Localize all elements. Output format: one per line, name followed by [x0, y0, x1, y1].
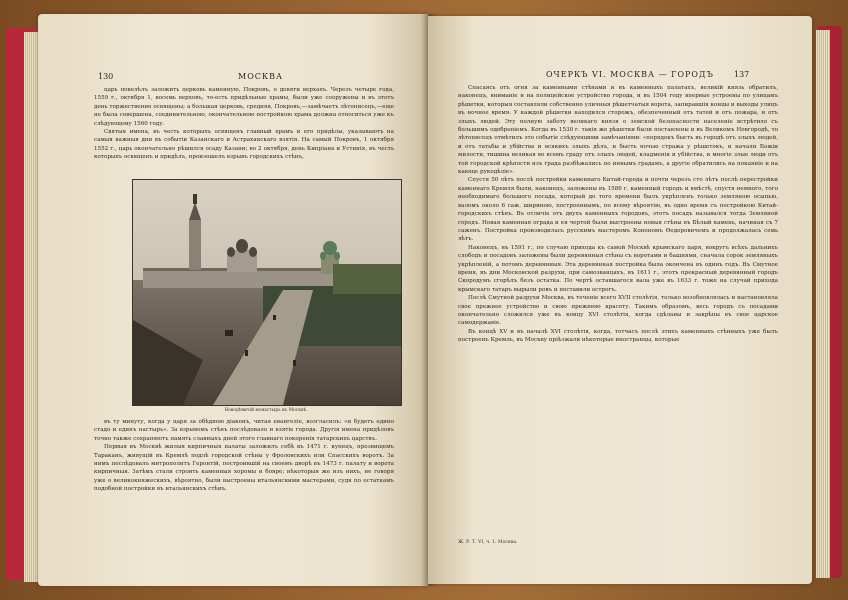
right-paragraph-1: Спасаясь отъ огня за каменными стѣнами и въ каменныхъ палатахъ, великій князь обратилъ, наконецъ, вниманіе и на полицейское устройство города, и въ 1504 году впервые устроены по улицамъ рѣшетки, которыя составляли собственно уличныя рѣшетчатыя ворота, запиравшія концы и выходы улицъ въ ночное время. У каждой рѣшетки находился сторожъ, обезпеченный отъ татей и отъ пожара, и отъ злыхъ людей. Эту полную заботу великаго князя о земской безопасности населеніе встрѣтило съ большимъ одобреніемъ. Когда въ 1530 г. такія же рѣшетки были поставлены и въ Великомъ Новгородѣ, то лѣтописецъ отмѣтилъ это событіе слѣдующими замѣчаніями: «порядокъ бысть въ городѣ отъ злыхъ людей, и отъ татьбы и убійства и всякихъ злыхъ дѣлъ, и бысть ночью стража у рѣшетокъ, и начали Божіи милости, тишина великая во всемъ граду отъ злыхъ людей, кладменія и убійства, и многіе злые люди отъ той городской крѣпости изъ града разбѣжались по иннымъ градамъ, а другіе обратились на покаяніе и на кающе рукодѣліе». [458, 85, 778, 176]
left-paragraph-1: царь повелѣлъ заложить церковь каменную, Покровъ, о девяти верхахъ. Черезъ четыре года, 1559 г., октября 1, восемь верховъ, то-есть придѣльные храмы, были уже сооружены и въ этотъ день торжественно освящены; а большая церковь, средняя, Покровъ,—замѣчаетъ лѣтописецъ,—еще не была совершена, соединительною, окончательною постройкою храма должна относиться уже къ слѣдующему 1560 году. [94, 87, 394, 127]
left-page [38, 14, 428, 586]
right-page-number: 137 [734, 70, 750, 79]
monastery-engraving [133, 180, 401, 405]
left-paragraph-2: Святыя имена, въ честь которыхъ освященъ главный храмъ и его придѣлы, указываютъ на самыя важныя дни въ событіи Казанскаго и Астраханскаго взятія. На самый Покровъ, 1 октября 1552 г., царь окончательно рѣшился осаду Казани; во 2 октября, день Кипріана и Устинія, въ честь которыхъ освященъ и придѣлъ, произошелъ взрывъ городскихъ стѣнъ, [94, 129, 394, 161]
right-text [458, 84, 778, 345]
right-page [428, 16, 812, 584]
monastery-illustration [132, 179, 402, 406]
left-paragraph-3: въ ту минуту, когда у царя за обѣднею діаконъ, читая евангеліе, возгласилъ: «и будетъ едино стадо и единъ пастырь». За взрывомъ стѣнъ послѣдовало и взятіе города. Другія имена придѣловъ точно также сохраняютъ память славныхъ дней этого главнаго покоренія татарскихъ царствъ. [94, 419, 394, 442]
right-paragraph-5: Въ концѣ XV и въ началѣ XVI столѣтія, когда, тотчасъ послѣ этихъ каменныхъ стѣнныхъ уже былъ построенъ Кремль, въ Москву пріѣзжали нѣкоторые иностранцы, которые [458, 328, 778, 344]
right-paragraph-3: Наконецъ, въ 1591 г., по случаю прихода къ самой Москвѣ крымскаго царя, вокругъ всѣхъ дальнихъ слободъ и посадовъ заложены были деревянныя стѣны съ воротами и башнями, сначала сорок земляныхъ укрѣпленій, а потомъ деревянныя. Эта деревянная постройка была окончена въ одинъ годъ. Въ Смутное время, въ дни Московской разрухи, при самозванцахъ, въ 1611 г., этотъ прекрасный деревянный городъ Скородумъ сгорѣлъ безъ остатка. По чертѣ оставшагося вала уже въ 1633 г. тоже на случай прихода крымскаго татаръ вырыли ровъ и поставили острогъ. [458, 244, 778, 293]
right-running-head: ОЧЕРКЪ VI. МОСКВА — ГОРОДЪ [546, 70, 714, 79]
illustration-caption: Новодѣвичій монастырь въ Москвѣ. [224, 408, 308, 413]
right-paragraph-4: Послѣ Смутной разрухи Москва, въ теченіе всего XVII столѣтія, только возобновлялась и настановляла свое прежнее устройство и свою прежнюю красоту. Такимъ образомъ, весь городъ съ посадами окончательно сложился уже въ концу XVI столѣтія, когда сдѣланы и закрѣпы въ свое царское самодержавіе. [458, 295, 778, 327]
left-page-number: 130 [98, 72, 114, 81]
signature-mark: Ж. Р. Т. VI, ч. 1. Москва. [458, 540, 518, 545]
page-edges-right [816, 30, 830, 578]
left-paragraph-4: Первыя въ Москвѣ жилыя кирпичныя палаты заложилъ себѣ въ 1471 г. купецъ, прозвищемъ Тараканъ, живущій въ Кремлѣ подлѣ городской стѣны у Фроловскихъ или Спасскихъ воротъ. За нимъ послѣдовалъ митрополитъ Геронтій, построившій на своемъ дворѣ въ 1473 г. палату и ворота кирпичныя. Затѣмъ стали строить каменныя хоромы и бояре; нѣкоторыя же изъ нихъ, не говоря уже о великокняжескихъ, вѣроятно, были выстроены итальянскими мастерами, судя по остаткамъ подобной постройки въ итальянскихъ стѣнъ. [94, 444, 394, 493]
left-text-bottom [94, 418, 394, 494]
left-running-head: МОСКВА [238, 72, 283, 81]
left-text-top [94, 86, 394, 162]
right-paragraph-2: Спустя 50 лѣтъ послѣ постройки каменнаго Китай-города и почти черезъ сто лѣтъ послѣ перестройки каменнаго Кремля были, наконецъ, заложены въ 1586 г. каменный городъ и вмѣстѣ, спустя немного, того необходимаго большого посада, который до того времени былъ укрѣпленъ только земляною осыпью, валомъ около 6 саж. шириною, построеннымъ, по всему вѣроятію, въ одно время съ постройкою Китай-городскихъ стѣнъ. Въ отличіе отъ двухъ каменныхъ городовъ, этотъ посадъ назывался тогда Земляной городъ. Новая каменная ограда и ея чертой были выстроены новыя стѣны въ Бѣлый камень, начиная съ 7 саженъ. Постройка производилась русскимъ мастеромъ Конономъ Ѳедоровичемъ и продолжалась семь лѣтъ. [458, 177, 778, 243]
